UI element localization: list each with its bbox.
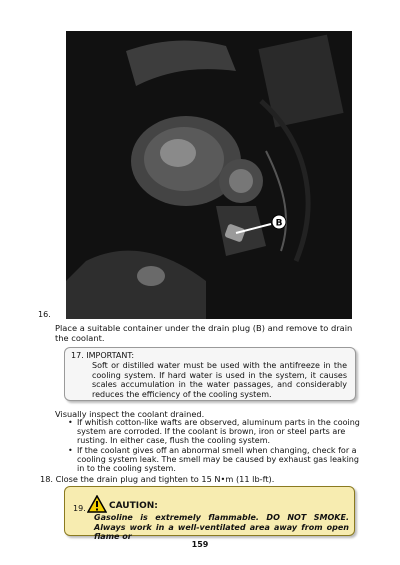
page-number: 159	[191, 540, 209, 549]
caution-title: CAUTION:	[109, 501, 158, 511]
caution-step-number: 19.	[73, 504, 86, 513]
important-note-box	[64, 347, 356, 401]
callout-b-label: B	[275, 218, 283, 229]
drain-instruction: Place a suitable container under the drain plug (B) and remove to drain the coolant.	[55, 323, 353, 343]
step-18-text: 18. Close the drain plug and tighten to 15 N•m (11 lb-ft).	[40, 474, 275, 484]
list-item: • If the coolant gives off an abnormal smell when changing, check for a cooling system leak. The smell may be caused by exhaust gas leaking in to the cooling system.	[68, 446, 364, 473]
engine-photo-illustration	[66, 31, 352, 319]
caution-box	[64, 486, 355, 541]
engine-photo	[66, 31, 352, 319]
visual-inspect-text: Visually inspect the coolant drained.	[55, 409, 205, 419]
important-title: 17. IMPORTANT:	[71, 351, 135, 360]
list-item: • If whitish cotton-like wafts are observed, aluminum parts in the cooing system are corroded. If the coolant is brown, iron or steel parts are rusting. In either case, flush the cooling system.	[68, 418, 364, 445]
caution-body: Gasoline is extremely flammable. DO NOT SMOKE. Always work in a well-ventilated area away from open flame or	[94, 513, 349, 541]
step-16-number: 16.	[38, 310, 51, 319]
important-body: Soft or distilled water must be used with the antifreeze in the cooling system. If hard water is used in the system, it causes scales accumulation in the water passages, and considerably reduces the efficiency of the cooling system.	[92, 361, 347, 399]
coolant-bullets	[68, 418, 364, 473]
